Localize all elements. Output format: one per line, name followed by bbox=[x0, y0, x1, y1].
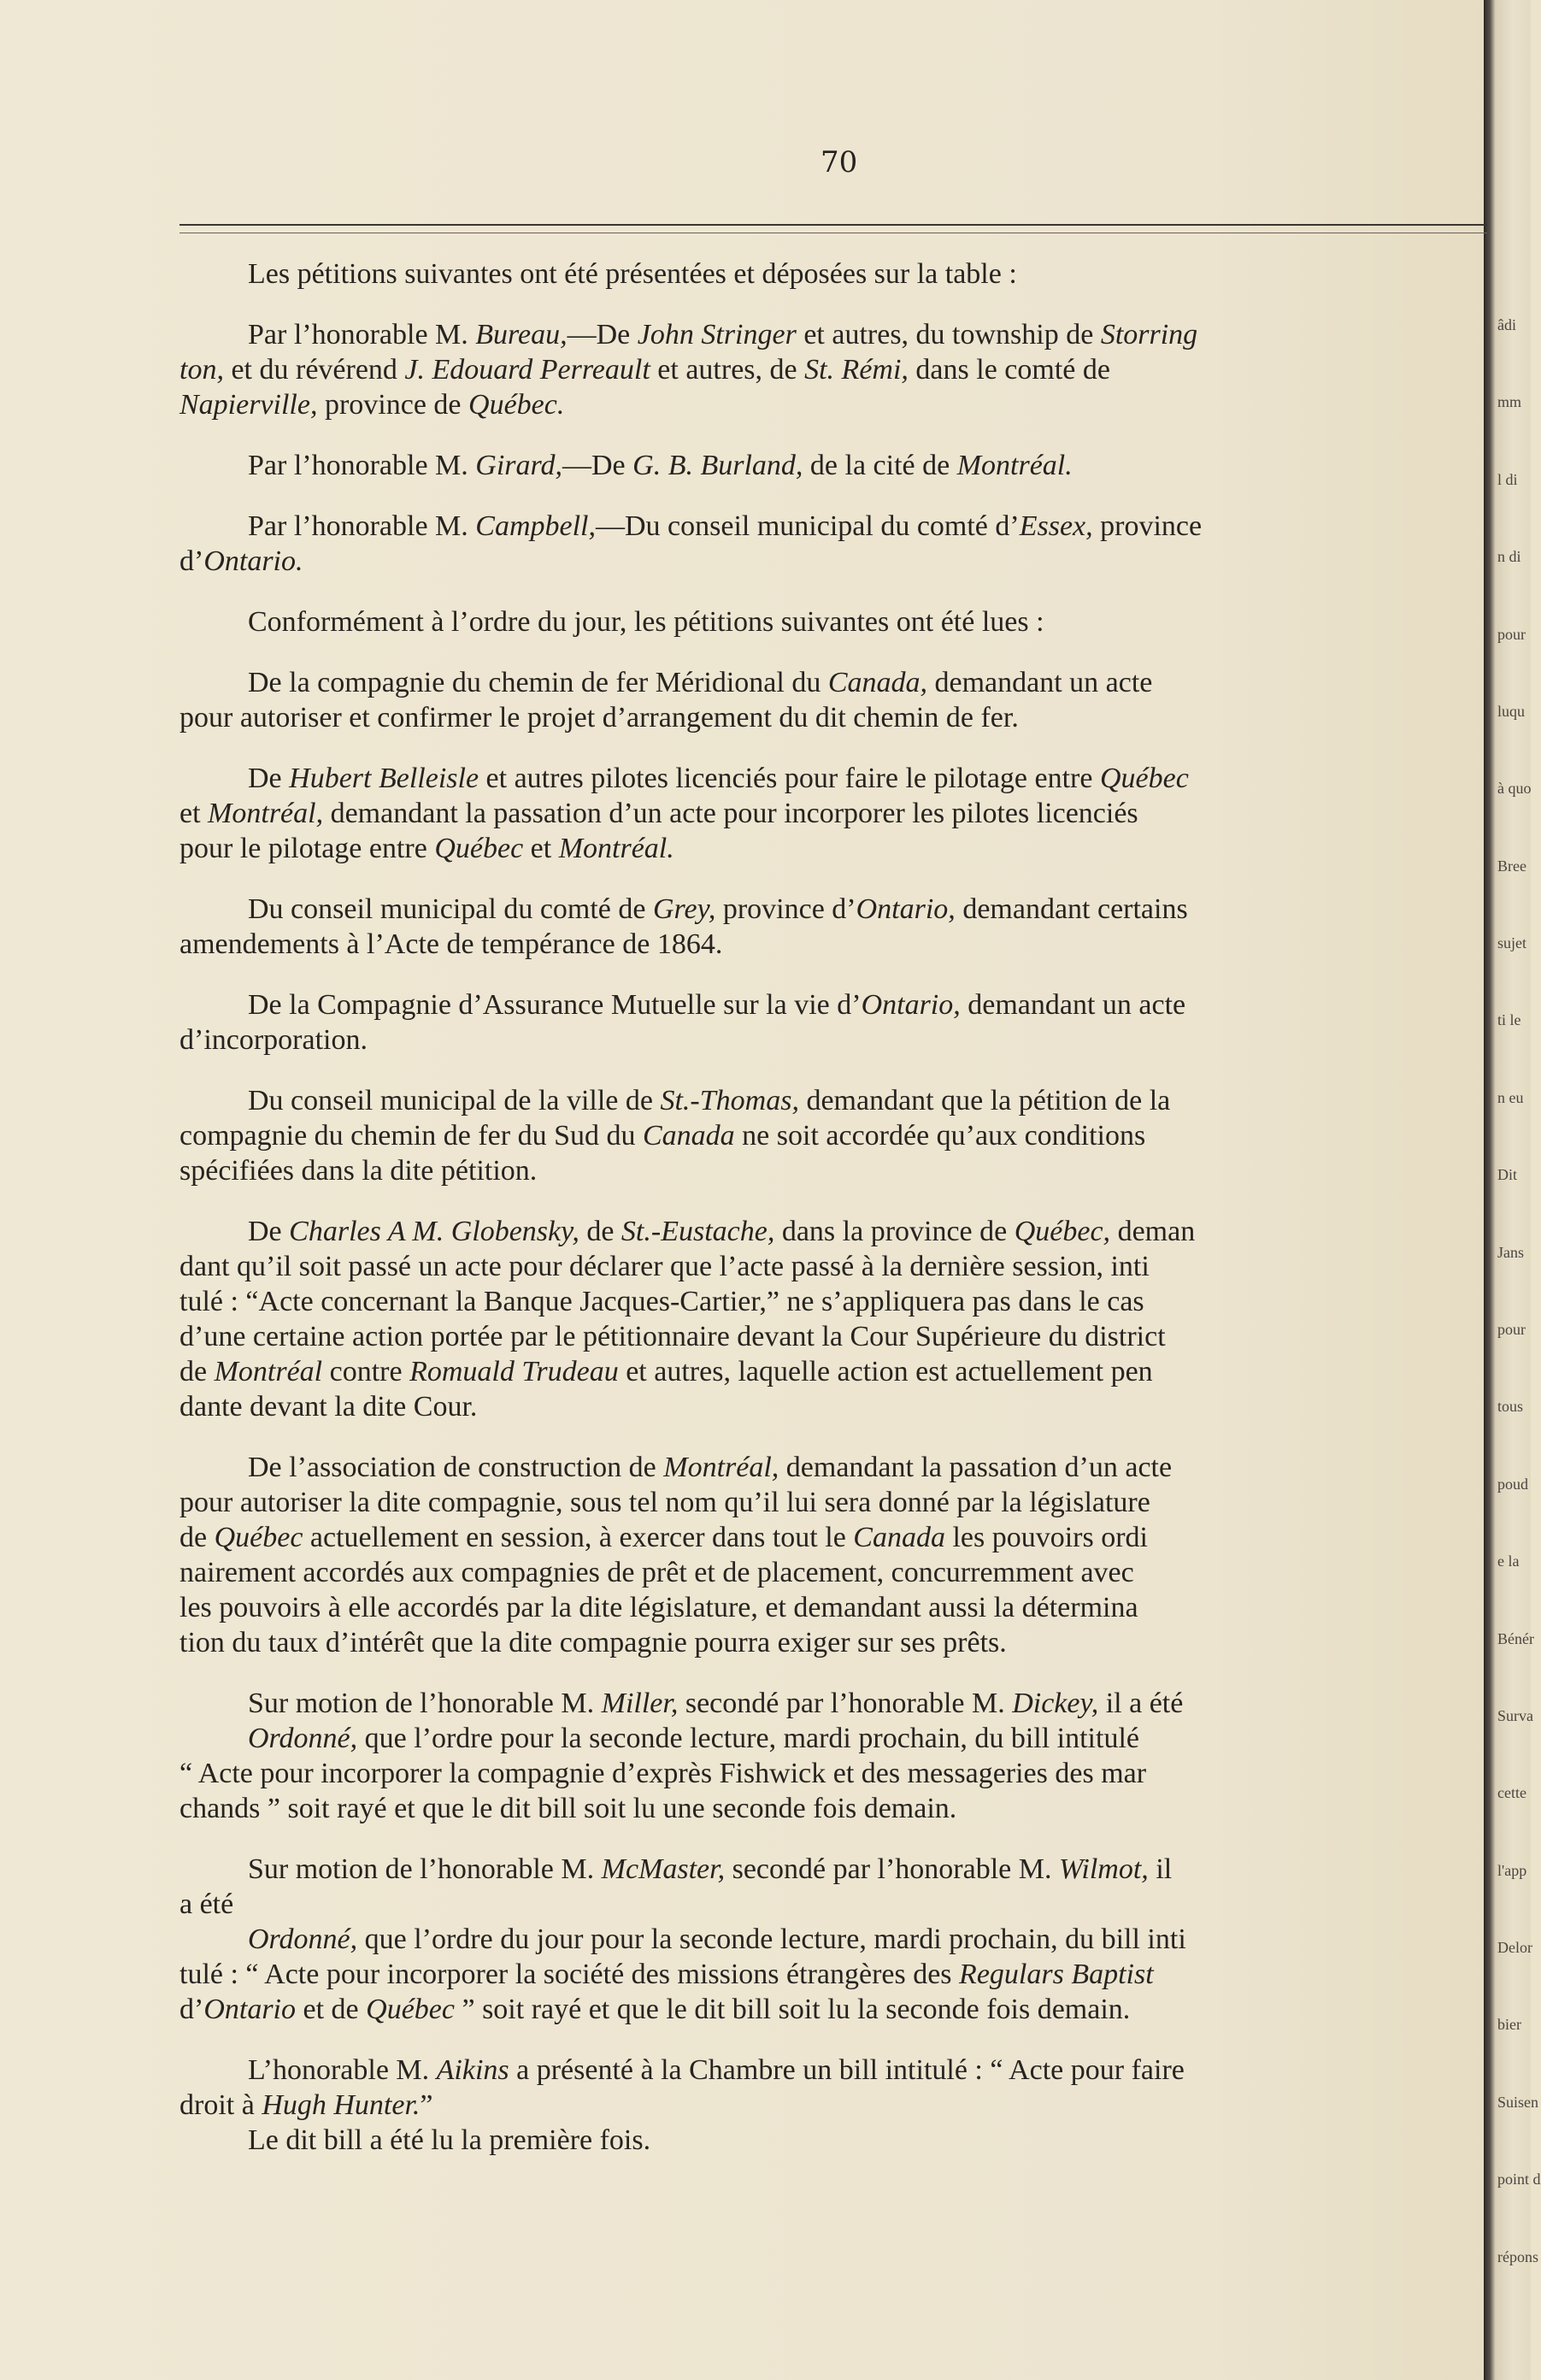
facing-page-fragment: l'app bbox=[1497, 1862, 1527, 1879]
facing-page-fragment: mm bbox=[1497, 393, 1522, 410]
facing-page-fragment: tous bbox=[1497, 1398, 1524, 1415]
paragraph-ordre-du-jour: Conformément à l’ordre du jour, les pétitions suivantes ont été lues : bbox=[248, 606, 1044, 638]
facing-page-fragment: Bénér bbox=[1497, 1630, 1534, 1647]
facing-page-fragment: Surva bbox=[1497, 1707, 1533, 1724]
facing-page-fragment: pour bbox=[1497, 626, 1526, 643]
facing-page-fragment: Suisen bbox=[1497, 2094, 1539, 2111]
facing-page-fragment: Delor bbox=[1497, 1939, 1532, 1956]
paragraph-motion-mcmaster: Sur motion de l’honorable M. McMaster, secondé par l’honorable M. Wilmot, il a été Ordonné, que l’ordre du jour pour la seconde lecture, mardi prochain, du bill inti tulé : “ Acte pour incorporer la société des missions étrangères des Regulars Baptist d’Ontario et de Québec ” soit rayé et que le dit bill soit lu la seconde fois demain. bbox=[179, 1853, 1186, 2025]
paragraph-intro: Les pétitions suivantes ont été présentées et déposées sur la table : bbox=[248, 258, 1017, 290]
page-number: 70 bbox=[820, 145, 858, 180]
facing-page-fragment: pour bbox=[1497, 1321, 1526, 1338]
document-body bbox=[179, 256, 1483, 2158]
facing-page-fragment: l di bbox=[1497, 471, 1518, 488]
paragraph-campbell: Par l’honorable M. Campbell,—Du conseil municipal du comté d’Essex, province d’Ontario. bbox=[179, 510, 1203, 577]
paragraph-st-thomas: Du conseil municipal de la ville de St.-Thomas, demandant que la pétition de la compagnie du chemin de fer du Sud du Canada ne soit accordée qu’aux conditions spécifiées dans la dite pétition. bbox=[179, 1085, 1171, 1187]
paragraph-grey: Du conseil municipal du comté de Grey, province d’Ontario, demandant certains amendements à l’Acte de tempérance de 1864. bbox=[179, 893, 1188, 960]
paragraph-aikins: L’honorable M. Aikins a présenté à la Chambre un bill intitulé : “ Acte pour faire droit à Hugh Hunter.” Le dit bill a été lu la première fois. bbox=[179, 2054, 1185, 2156]
header-rule bbox=[179, 224, 1487, 226]
paragraph-meridional: De la compagnie du chemin de fer Méridional du Canada, demandant un acte pour autoriser et confirmer le projet d’arrangement du dit chemin de fer. bbox=[179, 667, 1153, 733]
facing-page-fragment: Jans bbox=[1497, 1244, 1524, 1261]
facing-page-fragment: n di bbox=[1497, 548, 1521, 565]
facing-page-fragment: Bree bbox=[1497, 857, 1526, 875]
facing-page-fragment: n eu bbox=[1497, 1089, 1524, 1106]
facing-page-fragment: point d bbox=[1497, 2171, 1541, 2188]
paragraph-bureau: Par l’honorable M. Bureau,—De John Stringer et autres, du township de Storring ton, et du révérend J. Edouard Perreault et autres, de St. Rémi, dans le comté de Napierville, province de Québec. bbox=[179, 319, 1198, 421]
facing-page-fragment: e la bbox=[1497, 1552, 1520, 1570]
facing-page-fragment: poud bbox=[1497, 1476, 1528, 1493]
paragraph-association: De l’association de construction de Montréal, demandant la passation d’un acte pour autoriser la dite compagnie, sous tel nom qu’il lui sera donné par la législature de Québec actuellement en session, à exercer dans tout le Canada les pouvoirs ordi nairement accordés aux compagnies de prêt et de placement, concurremment avec les pouvoirs à elle accordés par la dite législature, et demandant aussi la détermina tion du taux d’intérêt que la dite compagnie pourra exiger sur ses prêts. bbox=[179, 1452, 1173, 1658]
facing-page-fragment: sujet bbox=[1497, 934, 1526, 951]
facing-page-fragment: bier bbox=[1497, 2016, 1521, 2033]
facing-page-fragment: ti le bbox=[1497, 1011, 1521, 1028]
facing-page-fragment: à quo bbox=[1497, 780, 1532, 797]
paragraph-globensky: De Charles A M. Globensky, de St.-Eustache, dans la province de Québec, deman dant qu’il soit passé un acte pour déclarer que l’acte passé à la dernière session, inti tulé : “Acte concernant la Banque Jacques-Cartier,” ne s’appliquera pas dans le cas d’une certaine action portée par le pétitionnaire devant la Cour Supérieure du district de Montréal contre Romuald Trudeau et autres, laquelle action est actuellement pen dante devant la dite Cour. bbox=[179, 1216, 1196, 1423]
facing-page-fragment: luqu bbox=[1497, 703, 1526, 720]
paragraph-motion-miller: Sur motion de l’honorable M. Miller, secondé par l’honorable M. Dickey, il a été Ordonné, que l’ordre pour la seconde lecture, mardi prochain, du bill intitulé “ Acte pour incorporer la compagnie d’exprès Fishwick et des messageries des mar chands ” soit rayé et que le dit bill soit lu une seconde fois demain. bbox=[179, 1688, 1184, 1824]
paragraph-belleisle: De Hubert Belleisle et autres pilotes licenciés pour faire le pilotage entre Québec et Montréal, demandant la passation d’un acte pour incorporer les pilotes licenciés pour le pilotage entre Québec et Montréal. bbox=[179, 763, 1189, 864]
facing-page-fragment: répons bbox=[1497, 2248, 1538, 2265]
paragraph-assurance: De la Compagnie d’Assurance Mutuelle sur la vie d’Ontario, demandant un acte d’incorporation. bbox=[179, 989, 1186, 1056]
facing-page-fragment: Dit bbox=[1497, 1166, 1518, 1183]
facing-page-fragment: âdi bbox=[1497, 316, 1516, 333]
paragraph-girard: Par l’honorable M. Girard,—De G. B. Burland, de la cité de Montréal. bbox=[248, 450, 1073, 481]
facing-page-fragment: cette bbox=[1497, 1784, 1526, 1801]
